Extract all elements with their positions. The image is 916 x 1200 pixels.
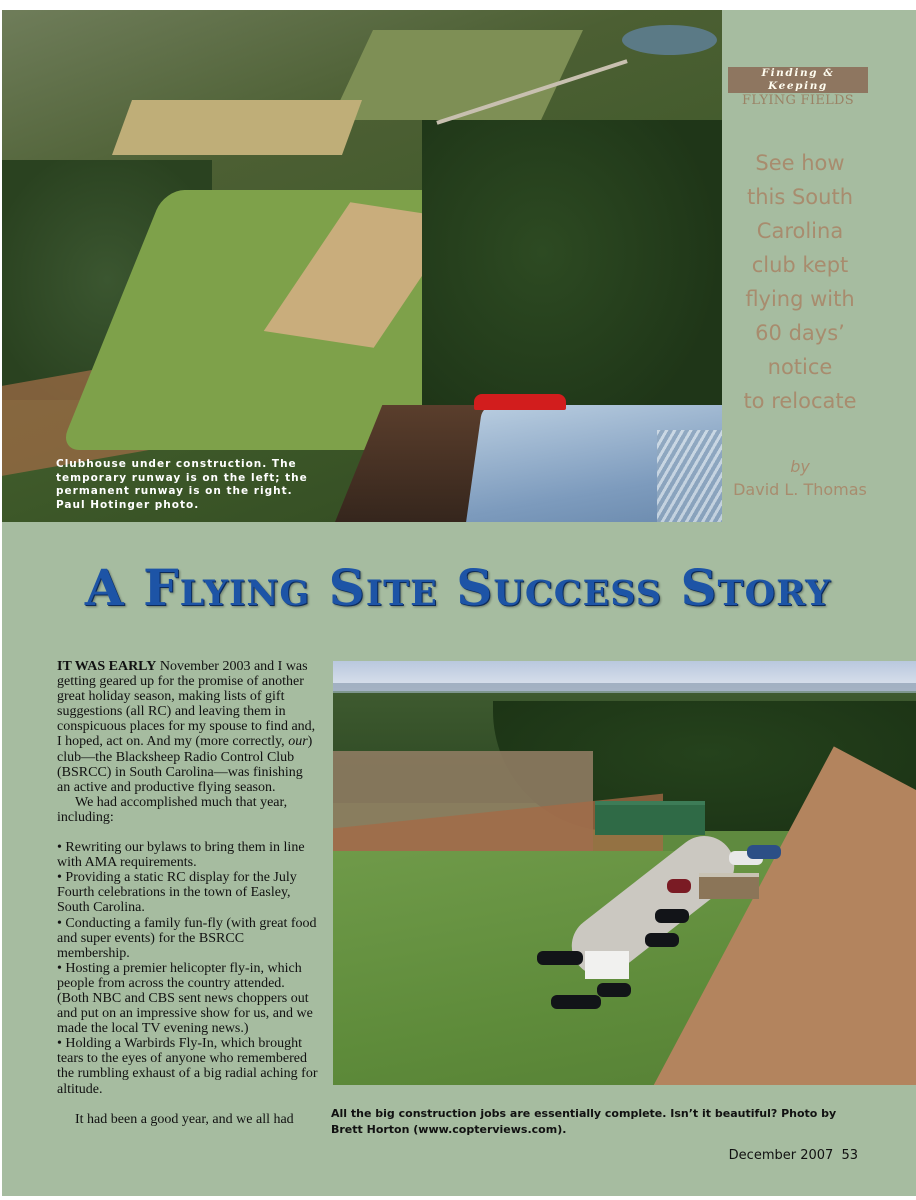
bullet-item: • Rewriting our bylaws to bring them in line with AMA requirements. — [57, 840, 305, 871]
photo-wing-stripes — [657, 430, 722, 522]
department-label — [728, 67, 868, 107]
photo-vehicle — [655, 909, 689, 923]
article-body — [57, 659, 319, 1127]
deck-line: Carolina — [756, 219, 844, 243]
photo-field-patch — [112, 100, 362, 155]
article-deck — [730, 146, 870, 418]
page-folio — [700, 1148, 858, 1163]
top-photo-caption: Clubhouse under construction. The temporary runway is on the left; the permanent runway is on the right. Paul Hotinger photo. — [56, 458, 308, 511]
bullet-item: • Providing a static RC display for the July Fourth celebrations in the town of Easley, South Carolina. — [57, 870, 297, 916]
photo-field-patch — [331, 30, 583, 120]
deck-line: notice — [767, 355, 833, 379]
photo-pond — [622, 25, 717, 55]
folio-issue: December 2007 — [728, 1148, 834, 1163]
bottom-photo-caption: All the big construction jobs are essentially complete. Isn’t it beautiful? Photo by Brett Horton (www.copterviews.com). — [331, 1107, 837, 1136]
spacer — [57, 1097, 319, 1112]
emphasis-text: our — [288, 734, 308, 750]
photo-shelter — [699, 873, 759, 899]
article-headline — [0, 558, 916, 617]
body-paragraph-2: We had accomplished much that year, including: — [57, 794, 288, 825]
photo-vehicle — [537, 951, 583, 965]
deck-line: See how — [755, 151, 845, 175]
body-paragraph-3: It had been a good year, and we all had — [75, 1111, 294, 1127]
bullet-item: • Holding a Warbirds Fly-In, which brought tears to the eyes of anyone who remembered the rumbling exhaust of a big radial aching for altitude. — [57, 1036, 318, 1097]
photo-vehicle — [597, 983, 631, 997]
deck-line: flying with — [745, 287, 855, 311]
photo-tent — [585, 951, 629, 979]
byline-author: David L. Thomas — [733, 480, 867, 499]
headline-text: A Flying Site Success Story — [84, 558, 832, 617]
department-line-2: FLYING FIELDS — [742, 93, 854, 108]
paragraph-text: ) club—the Blacksheep Radio Control Club (BSRCC) in South Carolina—was finishing an active and productive flying season. — [57, 734, 313, 795]
deck-line: club kept — [751, 253, 849, 277]
bullet-item: • Hosting a premier helicopter fly-in, which people from across the country attended. (Both NBC and CBS sent news choppers out and put on an impressive show for us, and we made the local TV evening news.) — [57, 960, 313, 1037]
bullet-item: • Conducting a family fun-fly (with great food and super events) for the BSRCC membership. — [57, 915, 317, 961]
byline-by: by — [790, 457, 810, 476]
byline — [730, 455, 870, 501]
folio-page: 53 — [841, 1148, 858, 1163]
spacer — [57, 825, 319, 840]
deck-line: to relocate — [743, 389, 857, 413]
body-paragraph-1 — [57, 659, 319, 795]
photo-forest — [422, 120, 722, 450]
deck-line: this South — [746, 185, 854, 209]
photo-vehicle — [551, 995, 601, 1009]
photo-vehicle — [645, 933, 679, 947]
photo-vehicle — [667, 879, 691, 893]
aerial-photo-flying-field — [2, 10, 722, 522]
photo-clubhouse — [595, 801, 705, 835]
deck-line: 60 days’ — [755, 321, 845, 345]
photo-wing-tip — [474, 394, 566, 410]
paragraph-text: November 2003 and I was getting geared up for the promise of another great holiday season, making lists of gift suggestions (all RC) and leaving them in conspicuous places for my spouse to find and, I hoped, act on. And my (more correctly, — [57, 659, 316, 750]
lead-in: IT WAS EARLY — [57, 659, 157, 674]
department-line-1: Finding & Keeping — [728, 67, 868, 93]
aerial-photo-completed-field — [333, 661, 916, 1085]
photo-vehicle — [747, 845, 781, 859]
